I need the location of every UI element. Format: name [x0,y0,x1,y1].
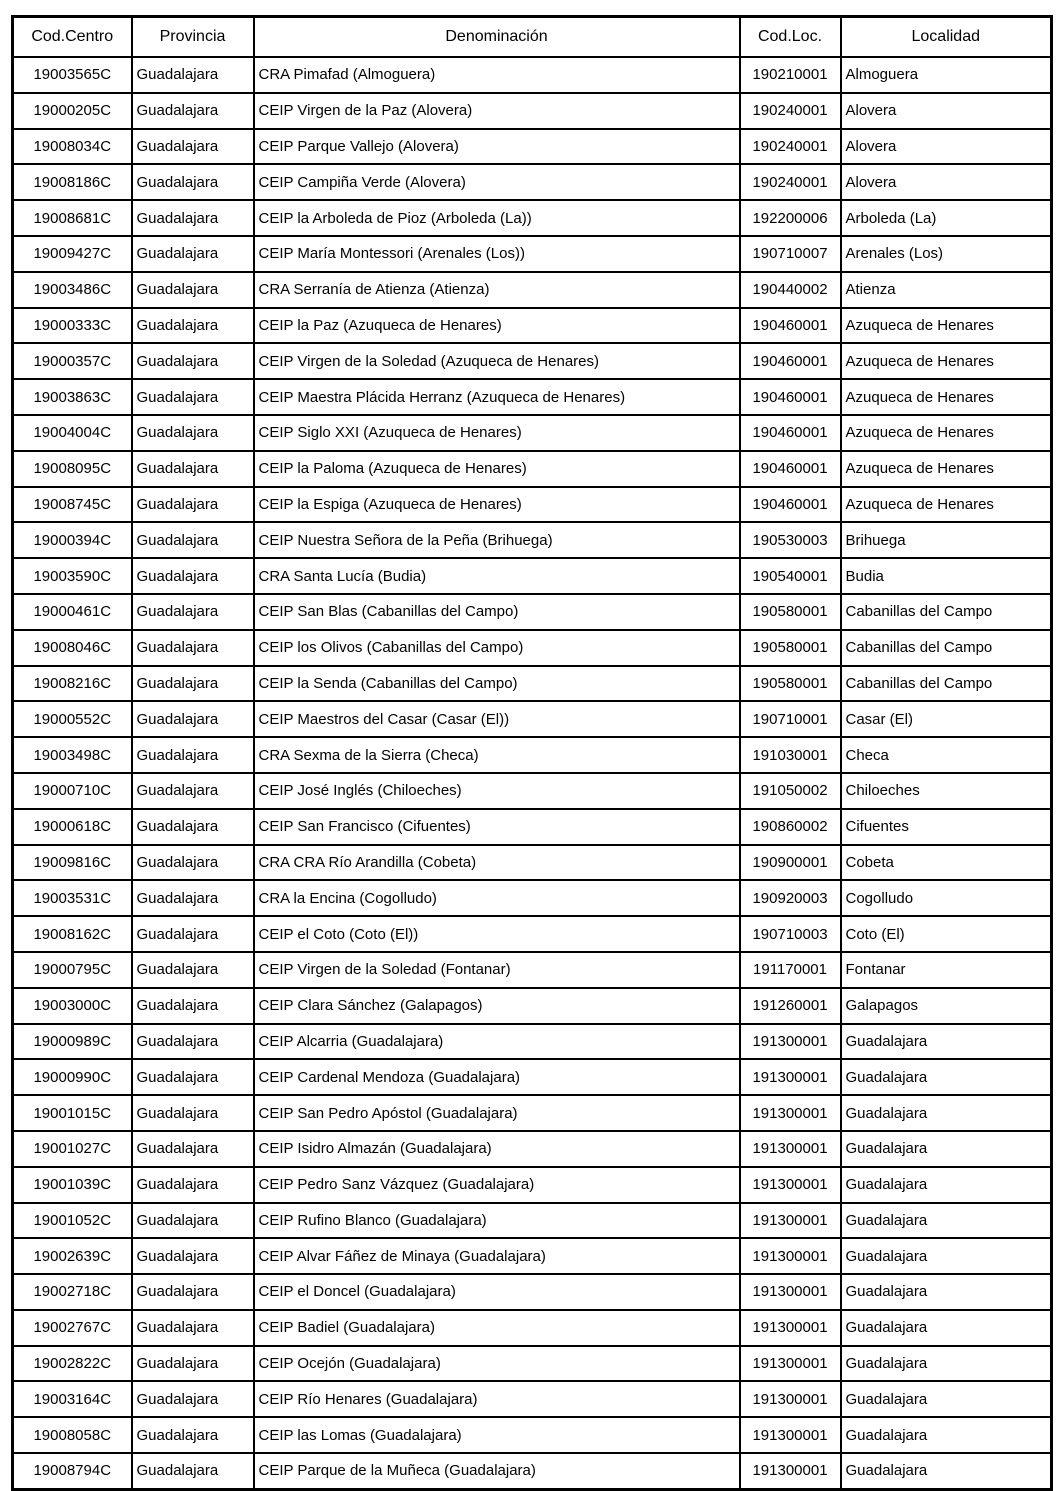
table-body [13,57,1052,1489]
table-cell: 190460001 [740,379,841,415]
table-cell: Azuqueca de Henares [841,379,1052,415]
table-cell: 19003565C [13,57,132,93]
table-cell: Coto (El) [841,916,1052,952]
table-cell: CEIP Siglo XXI (Azuqueca de Henares) [254,415,740,451]
table-row [13,1238,1052,1274]
table-cell: 190460001 [740,308,841,344]
table-row [13,522,1052,558]
table-cell: CEIP Ocejón (Guadalajara) [254,1346,740,1382]
table-row [13,1346,1052,1382]
table-cell: Guadalajara [132,880,254,916]
table-cell: 191300001 [740,1310,841,1346]
table-cell: 191300001 [740,1238,841,1274]
table-cell: 191260001 [740,988,841,1024]
table-cell: Guadalajara [132,236,254,272]
table-row [13,236,1052,272]
table-cell: CEIP Badiel (Guadalajara) [254,1310,740,1346]
table-cell: Guadalajara [132,594,254,630]
table-cell: Guadalajara [132,272,254,308]
table-cell: Guadalajara [841,1274,1052,1310]
table-row [13,343,1052,379]
table-cell: Guadalajara [841,1381,1052,1417]
table-cell: 192200006 [740,200,841,236]
table-cell: CEIP San Pedro Apóstol (Guadalajara) [254,1095,740,1131]
table-cell: 190460001 [740,343,841,379]
table-cell: CEIP Maestros del Casar (Casar (El)) [254,701,740,737]
table-row [13,93,1052,129]
table-cell: CEIP la Senda (Cabanillas del Campo) [254,666,740,702]
table-row [13,916,1052,952]
table-cell: Guadalajara [132,522,254,558]
table-cell: 191300001 [740,1417,841,1453]
table-cell: CEIP Río Henares (Guadalajara) [254,1381,740,1417]
table-cell: Guadalajara [132,1203,254,1239]
table-row [13,308,1052,344]
table-cell: Guadalajara [841,1238,1052,1274]
table-cell: Guadalajara [841,1346,1052,1382]
table-cell: Azuqueca de Henares [841,308,1052,344]
table-cell: 19003590C [13,558,132,594]
table-cell: 19008216C [13,666,132,702]
table-cell: Guadalajara [841,1024,1052,1060]
table-cell: CEIP Clara Sánchez (Galapagos) [254,988,740,1024]
table-cell: 190460001 [740,451,841,487]
table-cell: CRA Serranía de Atienza (Atienza) [254,272,740,308]
table-cell: 19000357C [13,343,132,379]
table-row [13,666,1052,702]
table-row [13,880,1052,916]
table-cell: 19002822C [13,1346,132,1382]
table-cell: 190460001 [740,487,841,523]
table-row [13,1453,1052,1489]
column-header-provincia: Provincia [132,17,254,58]
table-cell: CEIP José Inglés (Chiloeches) [254,773,740,809]
table-cell: 19002767C [13,1310,132,1346]
table-cell: Guadalajara [132,1310,254,1346]
table-cell: CEIP el Coto (Coto (El)) [254,916,740,952]
table-cell: Guadalajara [132,701,254,737]
table-row [13,1059,1052,1095]
table-row [13,1095,1052,1131]
table-cell: Guadalajara [132,1381,254,1417]
table-cell: Guadalajara [132,343,254,379]
table-row [13,1024,1052,1060]
schools-table [11,15,1053,1491]
table-cell: 19008058C [13,1417,132,1453]
table-cell: Azuqueca de Henares [841,451,1052,487]
table-cell: 191300001 [740,1203,841,1239]
table-cell: Guadalajara [132,1095,254,1131]
table-cell: 191030001 [740,737,841,773]
table-cell: Alovera [841,164,1052,200]
table-cell: Guadalajara [841,1131,1052,1167]
table-cell: Alovera [841,129,1052,165]
table-cell: 190240001 [740,164,841,200]
table-cell: 19000795C [13,952,132,988]
table-row [13,379,1052,415]
table-cell: 19003498C [13,737,132,773]
table-cell: CEIP San Francisco (Cifuentes) [254,809,740,845]
table-row [13,952,1052,988]
table-cell: 19000989C [13,1024,132,1060]
table-cell: 19000552C [13,701,132,737]
table-cell: 190580001 [740,630,841,666]
table-cell: 190580001 [740,594,841,630]
table-cell: 19004004C [13,415,132,451]
table-cell: 19009816C [13,845,132,881]
table-cell: Guadalajara [132,558,254,594]
table-cell: Guadalajara [132,773,254,809]
table-cell: Guadalajara [132,57,254,93]
table-cell: Guadalajara [132,1167,254,1203]
table-cell: CEIP Maestra Plácida Herranz (Azuqueca de Henares) [254,379,740,415]
table-cell: 190580001 [740,666,841,702]
table-cell: 19001052C [13,1203,132,1239]
table-cell: CRA Sexma de la Sierra (Checa) [254,737,740,773]
table-cell: CRA CRA Río Arandilla (Cobeta) [254,845,740,881]
table-cell: Guadalajara [132,916,254,952]
table-row [13,558,1052,594]
table-cell: CEIP Nuestra Señora de la Peña (Brihuega) [254,522,740,558]
table-cell: Guadalajara [132,129,254,165]
table-cell: Casar (El) [841,701,1052,737]
table-cell: 191300001 [740,1453,841,1489]
table-cell: Cogolludo [841,880,1052,916]
table-cell: Azuqueca de Henares [841,487,1052,523]
table-cell: Guadalajara [132,1453,254,1489]
table-cell: Guadalajara [132,308,254,344]
table-cell: Guadalajara [841,1203,1052,1239]
table-cell: 19008095C [13,451,132,487]
table-cell: 19008186C [13,164,132,200]
table-cell: Arboleda (La) [841,200,1052,236]
table-cell: 19003486C [13,272,132,308]
table-cell: 190900001 [740,845,841,881]
table-cell: Budia [841,558,1052,594]
table-row [13,809,1052,845]
table-cell: 190530003 [740,522,841,558]
table-cell: 19000990C [13,1059,132,1095]
table-cell: Guadalajara [841,1453,1052,1489]
table-cell: Guadalajara [132,1238,254,1274]
table-cell: CEIP la Paloma (Azuqueca de Henares) [254,451,740,487]
table-cell: Guadalajara [841,1167,1052,1203]
table-cell: CEIP Virgen de la Soledad (Azuqueca de Henares) [254,343,740,379]
table-cell: 19003164C [13,1381,132,1417]
table-cell: 19008681C [13,200,132,236]
table-cell: Guadalajara [132,451,254,487]
table-cell: CEIP el Doncel (Guadalajara) [254,1274,740,1310]
table-cell: 191170001 [740,952,841,988]
table-cell: CEIP las Lomas (Guadalajara) [254,1417,740,1453]
table-row [13,701,1052,737]
table-cell: CEIP Rufino Blanco (Guadalajara) [254,1203,740,1239]
table-cell: 19000333C [13,308,132,344]
table-cell: CRA la Encina (Cogolludo) [254,880,740,916]
table-cell: Cabanillas del Campo [841,666,1052,702]
table-cell: Guadalajara [132,988,254,1024]
table-cell: 19001027C [13,1131,132,1167]
table-row [13,451,1052,487]
table-cell: Guadalajara [132,379,254,415]
table-cell: 190540001 [740,558,841,594]
table-cell: 190710007 [740,236,841,272]
table-cell: Guadalajara [132,666,254,702]
table-cell: Guadalajara [132,630,254,666]
table-cell: Atienza [841,272,1052,308]
table-cell: 191300001 [740,1346,841,1382]
table-cell: 190460001 [740,415,841,451]
table-cell: Azuqueca de Henares [841,415,1052,451]
table-cell: Almoguera [841,57,1052,93]
table-row [13,845,1052,881]
table-cell: Guadalajara [841,1095,1052,1131]
table-row [13,988,1052,1024]
table-cell: 191300001 [740,1095,841,1131]
table-cell: Guadalajara [132,1131,254,1167]
table-cell: Checa [841,737,1052,773]
table-cell: Guadalajara [132,737,254,773]
table-cell: 19008034C [13,129,132,165]
table-cell: CEIP San Blas (Cabanillas del Campo) [254,594,740,630]
table-cell: CEIP Parque de la Muñeca (Guadalajara) [254,1453,740,1489]
table-cell: Chiloeches [841,773,1052,809]
table-cell: CEIP Campiña Verde (Alovera) [254,164,740,200]
table-cell: 19008046C [13,630,132,666]
table-cell: 19001039C [13,1167,132,1203]
table-cell: CEIP los Olivos (Cabanillas del Campo) [254,630,740,666]
table-cell: 19003000C [13,988,132,1024]
table-cell: Guadalajara [132,1346,254,1382]
table-row [13,630,1052,666]
table-row [13,1310,1052,1346]
table-cell: Guadalajara [132,809,254,845]
table-cell: 19008745C [13,487,132,523]
table-cell: 19000710C [13,773,132,809]
column-header-localidad: Localidad [841,17,1052,58]
table-header-row [13,17,1052,58]
table-cell: Guadalajara [132,200,254,236]
table-cell: Guadalajara [132,952,254,988]
table-cell: Guadalajara [132,415,254,451]
table-cell: Guadalajara [132,1024,254,1060]
table-cell: CEIP Virgen de la Paz (Alovera) [254,93,740,129]
table-cell: Guadalajara [841,1310,1052,1346]
table-cell: Brihuega [841,522,1052,558]
table-cell: 190710003 [740,916,841,952]
table-row [13,415,1052,451]
table-cell: CEIP Alvar Fáñez de Minaya (Guadalajara) [254,1238,740,1274]
table-cell: Guadalajara [132,1417,254,1453]
table-cell: CEIP la Espiga (Azuqueca de Henares) [254,487,740,523]
table-cell: 191300001 [740,1131,841,1167]
document-page [11,15,1053,1491]
table-cell: CEIP Virgen de la Soledad (Fontanar) [254,952,740,988]
column-header-cod-centro: Cod.Centro [13,17,132,58]
table-cell: Cabanillas del Campo [841,594,1052,630]
table-cell: CEIP Pedro Sanz Vázquez (Guadalajara) [254,1167,740,1203]
table-cell: Fontanar [841,952,1052,988]
table-cell: 19000461C [13,594,132,630]
table-cell: Cabanillas del Campo [841,630,1052,666]
table-cell: 190210001 [740,57,841,93]
table-cell: 19008794C [13,1453,132,1489]
table-row [13,773,1052,809]
table-cell: CRA Pimafad (Almoguera) [254,57,740,93]
table-cell: Arenales (Los) [841,236,1052,272]
table-row [13,129,1052,165]
table-cell: Guadalajara [132,487,254,523]
table-cell: Azuqueca de Henares [841,343,1052,379]
table-cell: 19000205C [13,93,132,129]
table-cell: CRA Santa Lucía (Budia) [254,558,740,594]
table-row [13,737,1052,773]
table-cell: 19002639C [13,1238,132,1274]
table-cell: Galapagos [841,988,1052,1024]
table-row [13,272,1052,308]
table-row [13,594,1052,630]
table-cell: 191300001 [740,1167,841,1203]
table-row [13,1381,1052,1417]
table-row [13,1274,1052,1310]
table-cell: 190860002 [740,809,841,845]
column-header-cod-loc: Cod.Loc. [740,17,841,58]
table-row [13,1167,1052,1203]
table-cell: 19001015C [13,1095,132,1131]
table-cell: 191300001 [740,1381,841,1417]
table-cell: 190440002 [740,272,841,308]
table-cell: Guadalajara [132,1059,254,1095]
table-cell: CEIP Parque Vallejo (Alovera) [254,129,740,165]
table-cell: Cifuentes [841,809,1052,845]
table-row [13,487,1052,523]
table-cell: Cobeta [841,845,1052,881]
table-cell: 191300001 [740,1274,841,1310]
table-cell: 19008162C [13,916,132,952]
table-cell: 19000394C [13,522,132,558]
table-cell: 19000618C [13,809,132,845]
table-cell: Guadalajara [132,164,254,200]
table-cell: 19003531C [13,880,132,916]
table-cell: Alovera [841,93,1052,129]
table-cell: CEIP la Paz (Azuqueca de Henares) [254,308,740,344]
table-cell: CEIP la Arboleda de Pioz (Arboleda (La)) [254,200,740,236]
table-row [13,1417,1052,1453]
table-row [13,1131,1052,1167]
table-cell: 190240001 [740,129,841,165]
table-cell: Guadalajara [132,1274,254,1310]
table-cell: 19003863C [13,379,132,415]
table-cell: 191300001 [740,1059,841,1095]
table-row [13,1203,1052,1239]
table-cell: Guadalajara [132,845,254,881]
table-cell: Guadalajara [132,93,254,129]
table-cell: 190240001 [740,93,841,129]
table-cell: Guadalajara [841,1059,1052,1095]
table-cell: CEIP María Montessori (Arenales (Los)) [254,236,740,272]
table-cell: 190920003 [740,880,841,916]
table-cell: 191050002 [740,773,841,809]
table-cell: CEIP Isidro Almazán (Guadalajara) [254,1131,740,1167]
table-row [13,200,1052,236]
table-cell: CEIP Alcarria (Guadalajara) [254,1024,740,1060]
table-cell: 19002718C [13,1274,132,1310]
table-cell: 191300001 [740,1024,841,1060]
column-header-denominacion: Denominación [254,17,740,58]
table-row [13,164,1052,200]
table-cell: 190710001 [740,701,841,737]
table-cell: Guadalajara [841,1417,1052,1453]
table-cell: 19009427C [13,236,132,272]
table-row [13,57,1052,93]
table-cell: CEIP Cardenal Mendoza (Guadalajara) [254,1059,740,1095]
